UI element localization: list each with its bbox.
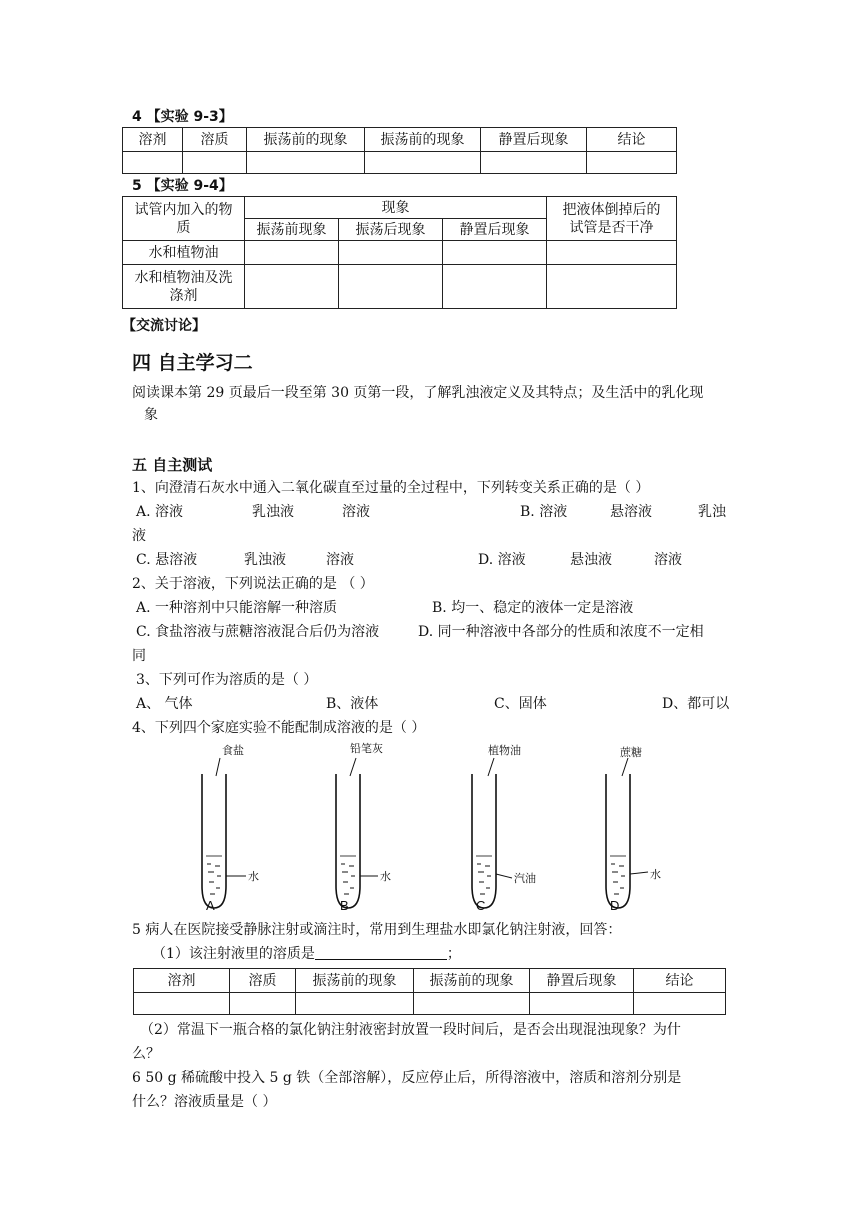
q4-text: 4、下列四个家庭实验不能配制成溶液的是（ ） [132, 720, 426, 736]
q5-text: 5 病人在医院接受静脉注射或滴注时，常用到生理盐水即氯化钠注射液，回答： [132, 922, 622, 938]
section4-body: 阅读课本第 29 页最后一段至第 30 页第一段，了解乳浊液定义及其特点；及生活中的乳化现 [132, 385, 704, 401]
tube-a-side-label: 水 [248, 870, 259, 883]
exp93-answer-cell[interactable] [587, 152, 677, 174]
q5-sub2-wrap: 么？ [132, 1046, 160, 1062]
q1-optB-1[interactable]: B. 溶液 [520, 504, 568, 520]
exp93-header-cell: 溶质 [183, 128, 247, 152]
q3-optD[interactable]: D、都可以 [662, 696, 730, 712]
tube-d-drawing [594, 738, 714, 918]
q5-answer-cell[interactable] [134, 993, 230, 1015]
exp93-answer-cell[interactable] [247, 152, 365, 174]
q2-optD-wrap: 同 [132, 648, 146, 664]
q1-optC-2: 乳浊液 [244, 552, 286, 568]
tube-d-top-label: 蔗糖 [620, 746, 642, 759]
q1-optA-3: 溶液 [342, 504, 370, 520]
tube-d-letter: D [610, 898, 620, 913]
q5-sub1-end: ； [446, 946, 461, 962]
exp93-answer-cell[interactable] [365, 152, 481, 174]
discussion-heading: 【交流讨论】 [122, 318, 206, 334]
q1-optC-3: 溶液 [326, 552, 354, 568]
q3-optC[interactable]: C、固体 [494, 696, 547, 712]
tube-b-letter: B [340, 898, 349, 913]
q5-answer-cell[interactable] [530, 993, 634, 1015]
q5-answer-cell[interactable] [296, 993, 414, 1015]
exp94-sub-header: 振荡后现象 [339, 219, 443, 241]
exp93-header-cell: 结论 [587, 128, 677, 152]
exp93-answer-cell[interactable] [481, 152, 587, 174]
tube-b-drawing [324, 738, 444, 918]
exp94-heading: 5 【实验 9-4】 [132, 178, 233, 194]
q5-header-cell: 结论 [634, 969, 726, 993]
q1-optB-3: 乳浊 [698, 504, 726, 520]
exp94-answer-cell[interactable] [339, 265, 443, 309]
exp94-last-header: 把液体倒掉后的试管是否干净 [547, 197, 677, 241]
q5-answer-cell[interactable] [414, 993, 530, 1015]
exp94-col1-header: 试管内加入的物质 [123, 197, 245, 241]
tube-c-letter: C [476, 898, 486, 913]
exp93-table [122, 127, 677, 174]
tube-a-top-label: 食盐 [222, 744, 244, 757]
q1-optD-2: 悬浊液 [570, 552, 612, 568]
q2-optD[interactable]: D. 同一种溶液中各部分的性质和浓度不一定相 [418, 624, 704, 640]
q5-sub1-label: （1）该注射液里的溶质是 [152, 946, 315, 962]
q3-optB[interactable]: B、液体 [326, 696, 379, 712]
q2-optC[interactable]: C. 食盐溶液与蔗糖溶液混合后仍为溶液 [136, 624, 380, 640]
exp93-header-cell: 静置后现象 [481, 128, 587, 152]
q5-header-cell: 振荡前的现象 [296, 969, 414, 993]
q5-sub1-blank[interactable] [315, 945, 447, 960]
q2-optA[interactable]: A. 一种溶剂中只能溶解一种溶质 [136, 600, 338, 616]
exp94-answer-cell[interactable] [443, 265, 547, 309]
q1-optA-1[interactable]: A. 溶液 [136, 504, 184, 520]
tube-b-side-label: 水 [380, 870, 391, 883]
test-tube-figure [190, 738, 690, 918]
q2-optB[interactable]: B. 均一、稳定的液体一定是溶液 [432, 600, 634, 616]
tube-a-drawing [190, 738, 310, 918]
tube-c-side-label: 汽油 [514, 872, 536, 885]
q3-text: 3、下列可作为溶质的是（ ） [136, 672, 318, 688]
tube-b-top-label: 铅笔灰 [350, 742, 383, 755]
exp94-row-label: 水和植物油及洗涤剂 [123, 265, 245, 309]
exp93-answer-cell[interactable] [183, 152, 247, 174]
q5-answer-cell[interactable] [634, 993, 726, 1015]
exp93-header-cell: 振荡前的现象 [365, 128, 481, 152]
tube-c-top-label: 植物油 [488, 744, 521, 757]
section4-title: 四 自主学习二 [132, 352, 253, 374]
q1-optA-2: 乳浊液 [252, 504, 294, 520]
exp93-header-cell: 振荡前的现象 [247, 128, 365, 152]
q5-answer-cell[interactable] [230, 993, 296, 1015]
section5-title: 五 自主测试 [132, 456, 213, 474]
tube-d-side-label: 水 [650, 868, 661, 881]
exp94-answer-cell[interactable] [245, 241, 339, 265]
q1-optB-wrap: 液 [132, 528, 146, 544]
exp94-answer-cell[interactable] [443, 241, 547, 265]
exp94-answer-cell[interactable] [547, 241, 677, 265]
q5-header-cell: 静置后现象 [530, 969, 634, 993]
exp94-answer-cell[interactable] [339, 241, 443, 265]
tube-c-drawing [460, 738, 580, 918]
exp94-table [122, 196, 677, 309]
q5-table [133, 968, 726, 1015]
q2-text: 2、关于溶液，下列说法正确的是 （ ） [132, 576, 374, 592]
q5-header-cell: 振荡前的现象 [414, 969, 530, 993]
q1-optC-1[interactable]: C. 悬溶液 [136, 552, 198, 568]
q1-optD-1[interactable]: D. 溶液 [478, 552, 526, 568]
exp94-row-label: 水和植物油 [123, 241, 245, 265]
exp93-answer-cell[interactable] [123, 152, 183, 174]
q1-text: 1、向澄清石灰水中通入二氧化碳直至过量的全过程中，下列转变关系正确的是（ ） [132, 480, 650, 496]
exp94-answer-cell[interactable] [245, 265, 339, 309]
q5-sub2: （2）常温下一瓶合格的氯化钠注射液密封放置一段时间后，是否会出现混浊现象？为什 [140, 1022, 681, 1038]
q3-optA[interactable]: A、 气体 [136, 696, 193, 712]
q5-sub1 [152, 945, 461, 963]
q6-text: 6 50 g 稀硫酸中投入 5 g 铁（全部溶解），反应停止后，所得溶液中，溶质和溶剂分别是 [132, 1070, 682, 1086]
q1-optD-3: 溶液 [654, 552, 682, 568]
exp94-group-header: 现象 [245, 197, 547, 219]
exp94-sub-header: 振荡前现象 [245, 219, 339, 241]
exp94-sub-header: 静置后现象 [443, 219, 547, 241]
q5-header-cell: 溶质 [230, 969, 296, 993]
exp93-header-cell: 溶剂 [123, 128, 183, 152]
q5-header-cell: 溶剂 [134, 969, 230, 993]
q1-optB-2: 悬溶液 [610, 504, 652, 520]
exp94-answer-cell[interactable] [547, 265, 677, 309]
tube-a-letter: A [206, 898, 215, 913]
section4-body-wrap: 象 [144, 407, 158, 423]
q6-text-wrap: 什么？溶液质量是（ ） [132, 1094, 277, 1110]
exp93-heading: 4 【实验 9-3】 [132, 109, 233, 125]
